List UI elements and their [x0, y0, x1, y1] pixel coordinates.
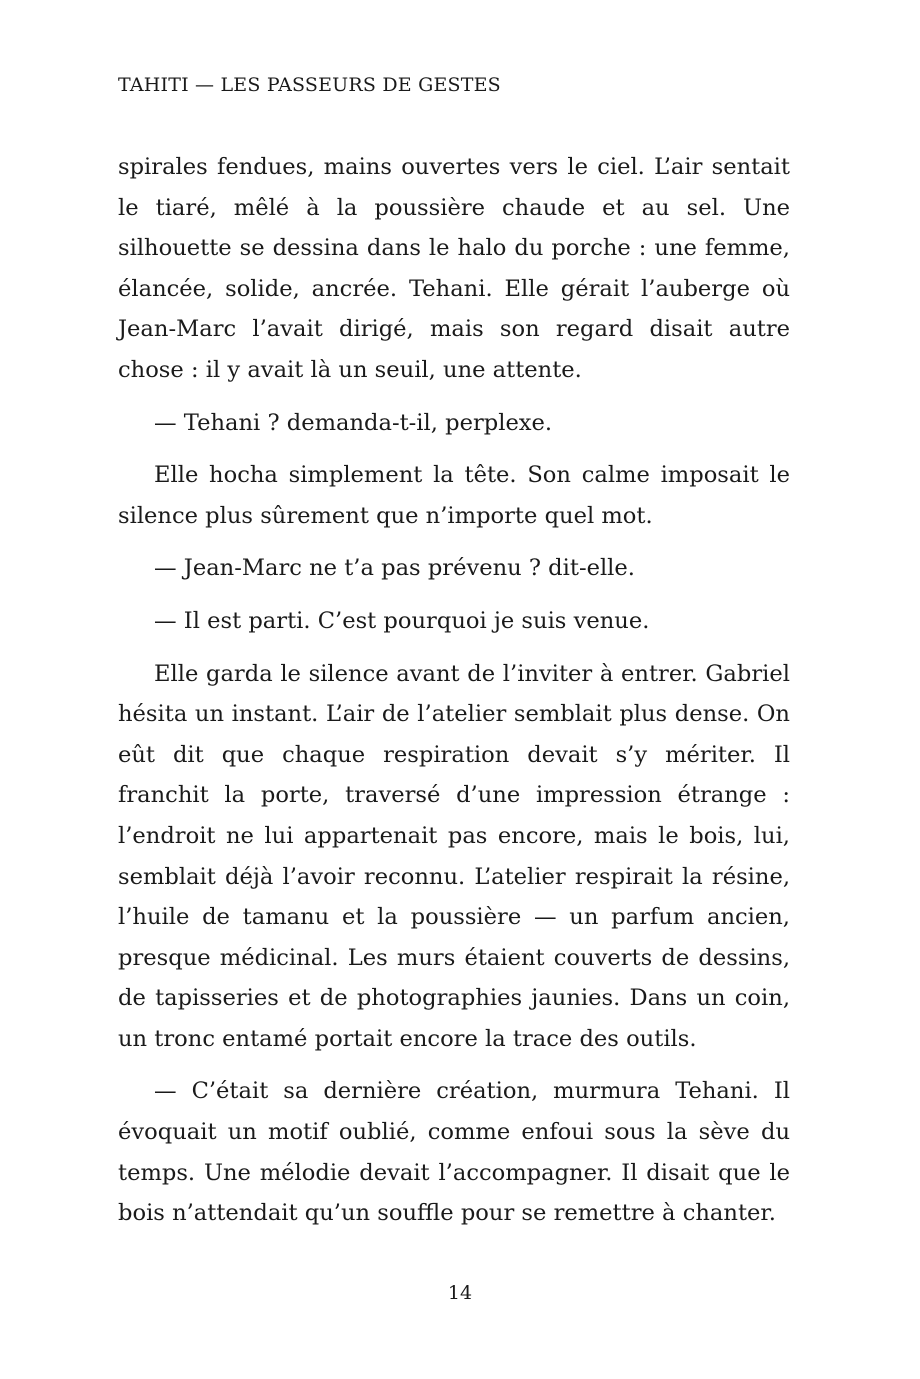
- paragraph-dialogue: — Il est parti. C’est pourquoi je suis venue.: [154, 607, 650, 634]
- paragraph: Elle hocha simplement la tête. Son calme imposait le silence plus sûrement que n’importe quel mot.: [118, 462, 790, 529]
- page-body: [118, 147, 790, 1234]
- page-number: 14: [447, 1282, 473, 1304]
- running-head: TAHITI — LES PASSEURS DE GESTES: [118, 74, 501, 96]
- paragraph-continued: spirales fendues, mains ouvertes vers le ciel. L’air sentait le tiaré, mêlé à la poussière chaude et au sel. Une silhouette se dessina dans le halo du porche : une femme, élancée, solide, ancrée. Tehani. Elle gérait l’auberge où Jean-Marc l’avait dirigé, mais son regard disait autre chose : il y avait là un seuil, une attente.: [118, 154, 790, 383]
- paragraph-dialogue: — Jean-Marc ne t’a pas prévenu ? dit-elle.: [154, 555, 635, 582]
- paragraph: Elle garda le silence avant de l’inviter à entrer. Gabriel hésita un instant. L’air de l’atelier semblait plus dense. On eût dit que chaque respiration devait s’y mériter. Il franchit la porte, traversé d’une impression étrange : l’endroit ne lui appartenait pas encore, mais le bois, lui, semblait déjà l’avoir reconnu. L’atelier respirait la résine, l’huile de tamanu et la poussière — un parfum ancien, presque médicinal. Les murs étaient couverts de dessins, de tapisseries et de photographies jaunies. Dans un coin, un tronc entamé portait encore la trace des outils.: [118, 660, 790, 1052]
- paragraph-dialogue: — C’était sa dernière création, murmura Tehani. Il évoquait un motif oublié, comme enfoui sous la sève du temps. Une mélodie devait l’accompagner. Il disait que le bois n’attendait qu’un souffle pour se remettre à chanter.: [118, 1078, 790, 1227]
- paragraph-dialogue: — Tehani ? demanda-t-il, perplexe.: [154, 409, 553, 436]
